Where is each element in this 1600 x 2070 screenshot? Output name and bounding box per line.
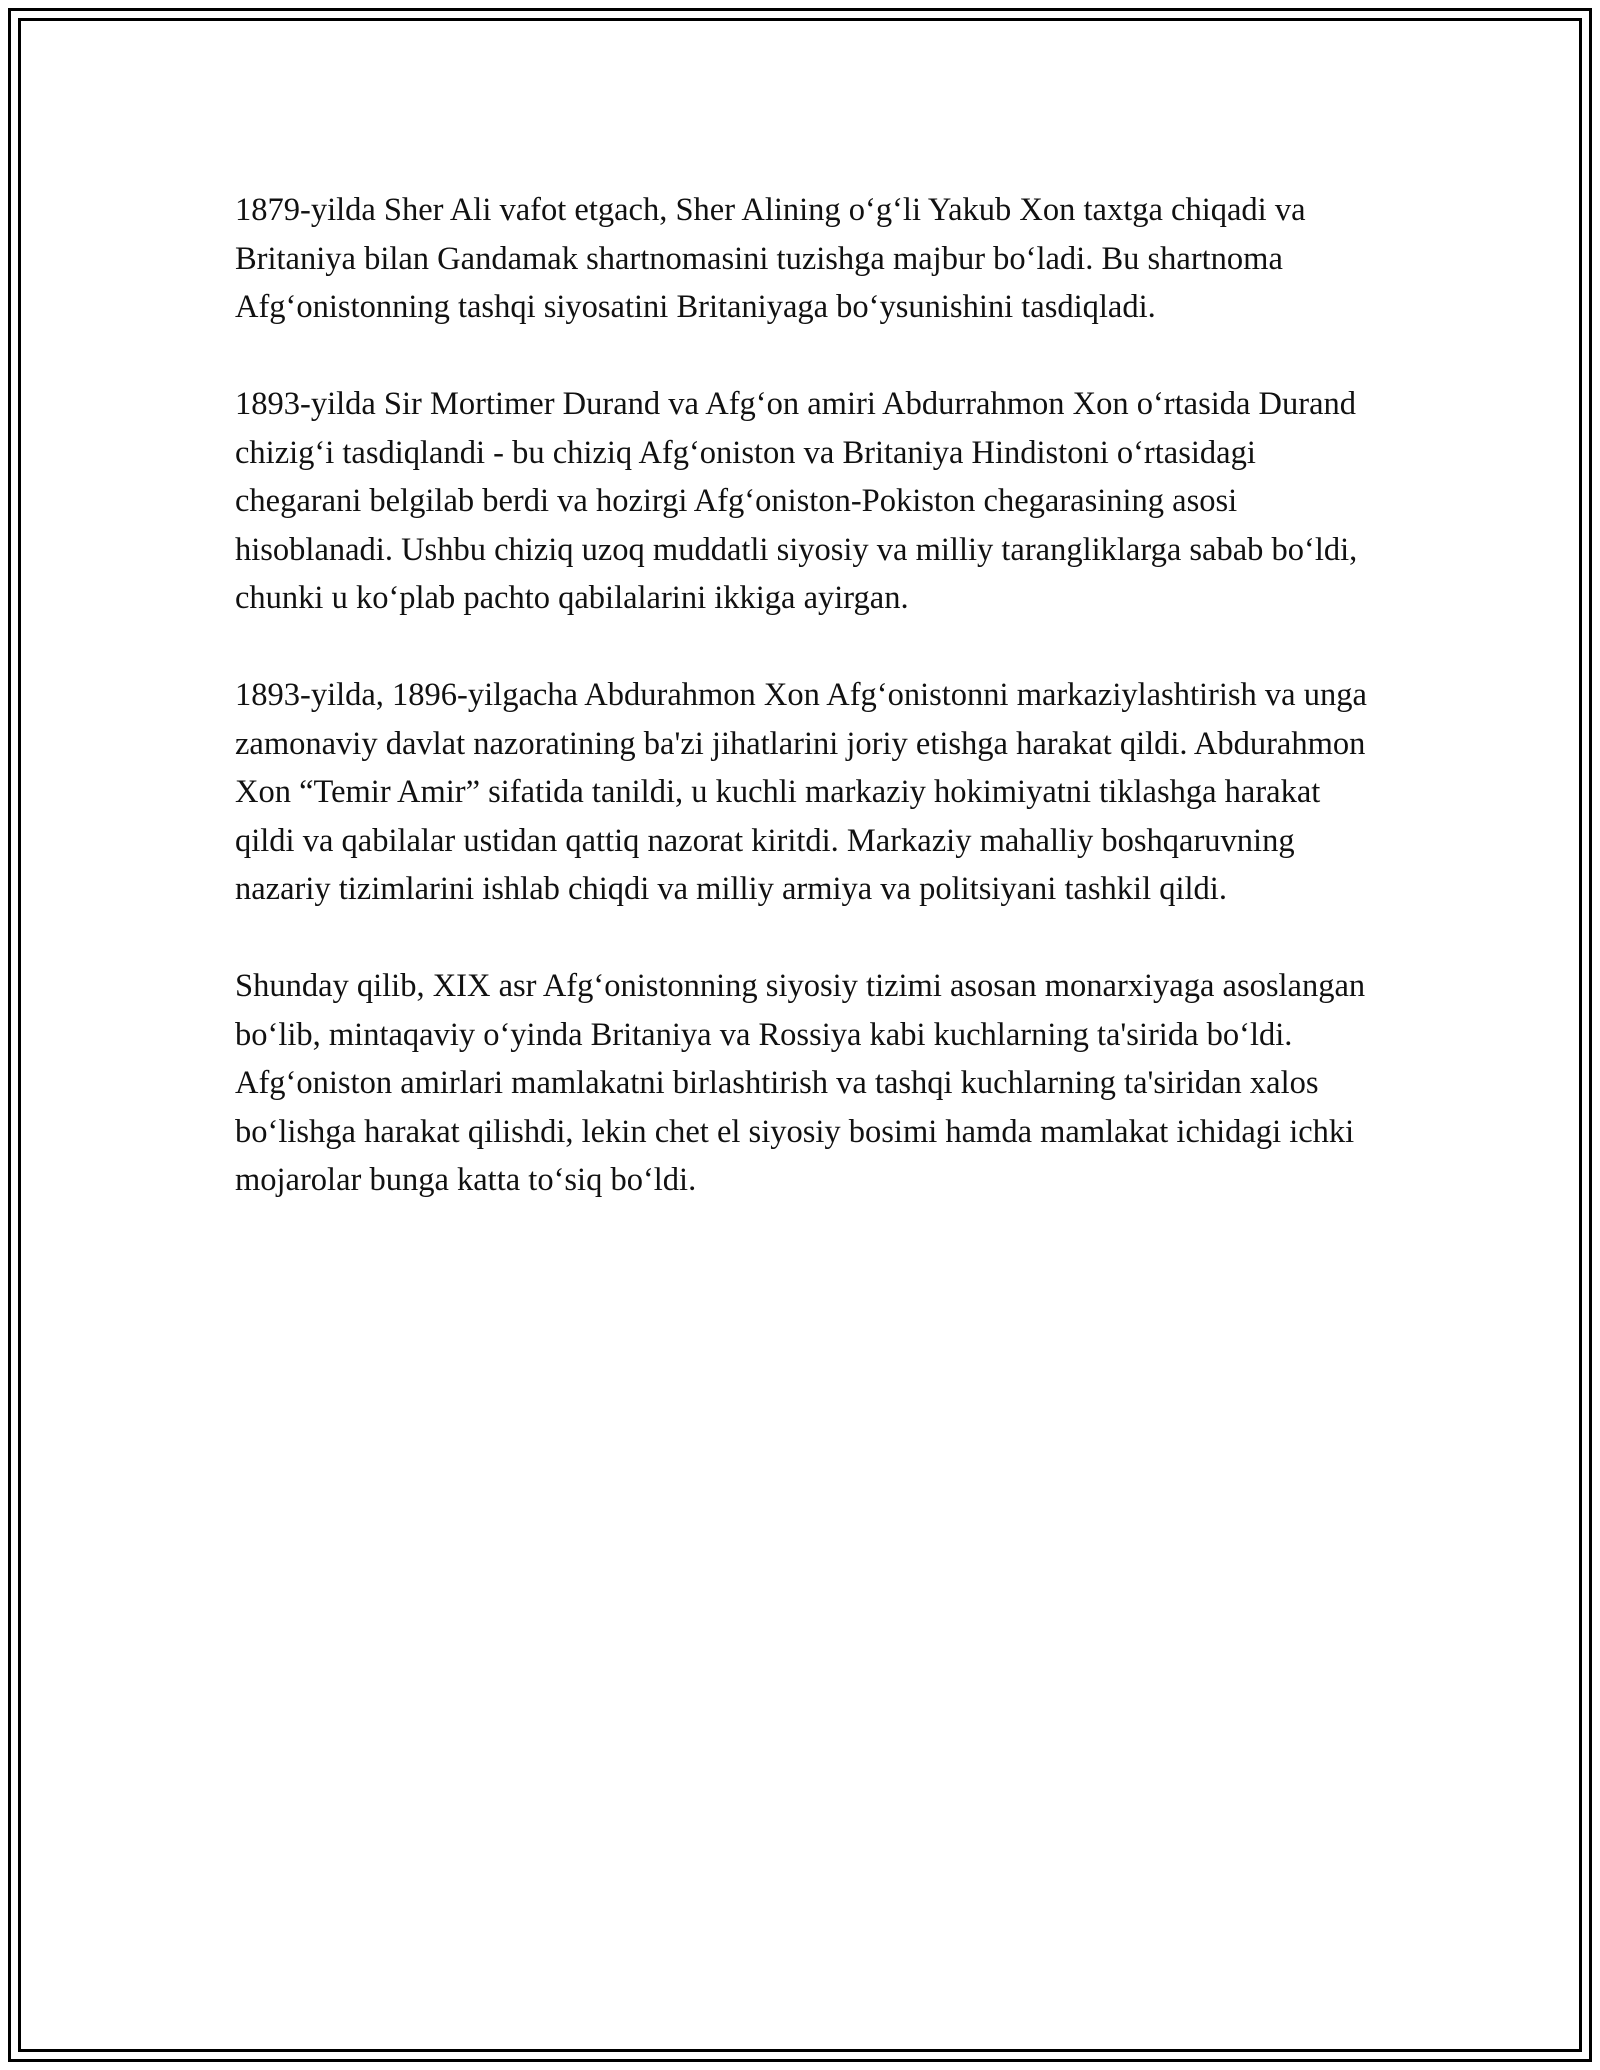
document-body [235,186,1370,1253]
paragraph-2: 1893-yilda Sir Mortimer Durand va Afg‘on amiri Abdurrahmon Xon o‘rtasida Durand chizig‘i tasdiqlandi - bu chiziq Afg‘oniston va Britaniya Hindistoni o‘rtasidagi chegarani belgilab berdi va hozirgi Afg‘oniston-Pokiston chegarasining asosi hisoblanadi. Ushbu chiziq uzoq muddatli siyosiy va milliy tarangliklarga sabab bo‘ldi, chunki u ko‘plab pachto qabilalarini ikkiga ayirgan. [235,386,1358,616]
paragraph-3: 1893-yilda, 1896-yilgacha Abdurahmon Xon Afg‘onistonni markaziylashtirish va unga zamonaviy davlat nazoratining ba'zi jihatlarini joriy etishga harakat qildi. Abdurahmon Xon “Temir Amir” sifatida tanildi, u kuchli markaziy hokimiyatni tiklashga harakat qildi va qabilalar ustidan qattiq nazorat kiritdi. Markaziy mahalliy boshqaruvning nazariy tizimlarini ishlab chiqdi va milliy armiya va politsiyani tashkil qildi. [235,677,1367,907]
paragraph-4: Shunday qilib, XIX asr Afg‘onistonning siyosiy tizimi asosan monarxiyaga asoslangan bo‘lib, mintaqaviy o‘yinda Britaniya va Rossiya kabi kuchlarning ta'sirida bo‘ldi. Afg‘oniston amirlari mamlakatni birlashtirish va tashqi kuchlarning ta'siridan xalos bo‘lishga harakat qilishdi, lekin chet el siyosiy bosimi hamda mamlakat ichidagi ichki mojarolar bunga katta to‘siq bo‘ldi. [235,968,1366,1198]
paragraph-1: 1879-yilda Sher Ali vafot etgach, Sher Alining o‘g‘li Yakub Xon taxtga chiqadi va Britaniya bilan Gandamak shartnomasini tuzishga majbur bo‘ladi. Bu shartnoma Afg‘onistonning tashqi siyosatini Britaniyaga bo‘ysunishini tasdiqladi. [235,192,1306,325]
